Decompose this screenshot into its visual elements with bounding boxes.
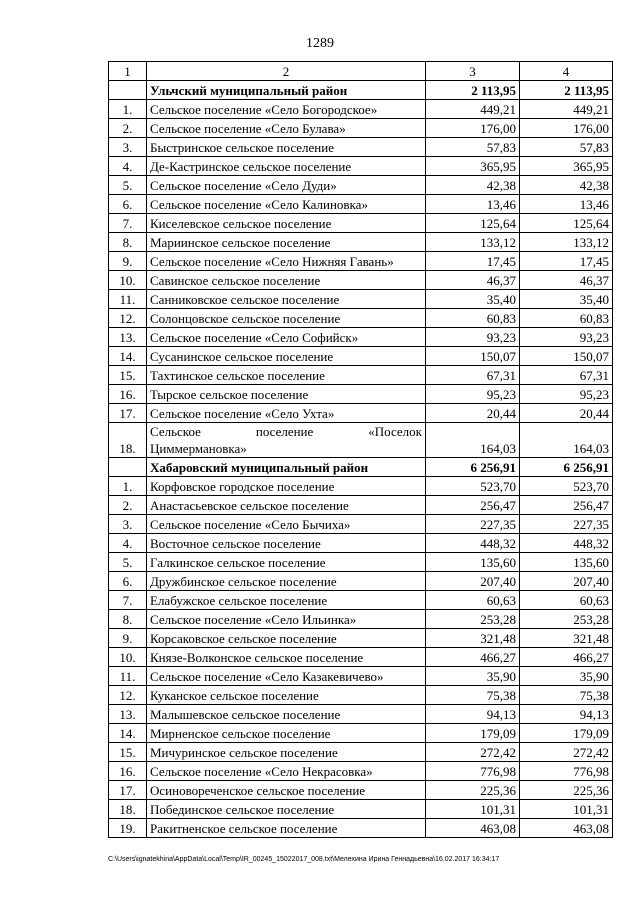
row-number: 5. [109,553,147,572]
settlement-name-line-2: Циммермановка» [150,441,247,456]
value-col-3: 207,40 [426,572,520,591]
row-number: 13. [109,328,147,347]
page-number: 1289 [306,36,334,51]
row-number: 1. [109,477,147,496]
table-header-row [109,62,613,81]
row-number: 15. [109,366,147,385]
district-name: Хабаровский муниципальный район [147,458,426,477]
value-col-4: 135,60 [520,553,613,572]
row-number: 9. [109,629,147,648]
row-number: 4. [109,534,147,553]
row-number: 12. [109,309,147,328]
table-row [109,781,613,800]
value-col-3: 225,36 [426,781,520,800]
value-col-3: 46,37 [426,271,520,290]
settlement-name: Мичуринское сельское поселение [147,743,426,762]
settlement-name: Сельское поселение «Село Ухта» [147,404,426,423]
row-number: 7. [109,591,147,610]
table-row [109,233,613,252]
district-value-3: 2 113,95 [426,81,520,100]
value-col-3: 449,21 [426,100,520,119]
value-col-3: 227,35 [426,515,520,534]
settlement-name: Побединское сельское поселение [147,800,426,819]
value-col-3: 93,23 [426,328,520,347]
value-col-4: 256,47 [520,496,613,515]
value-col-3: 164,03 [426,423,520,458]
settlement-name: Сельское поселение «Село Булава» [147,119,426,138]
settlement-name: Тахтинское сельское поселение [147,366,426,385]
settlement-name: Сельское поселение «Село Богородское» [147,100,426,119]
value-col-4: 253,28 [520,610,613,629]
value-col-4: 776,98 [520,762,613,781]
district-value-4: 2 113,95 [520,81,613,100]
table-row [109,648,613,667]
value-col-3: 253,28 [426,610,520,629]
district-row-ulchsky [109,81,613,100]
row-number: 9. [109,252,147,271]
value-col-4: 227,35 [520,515,613,534]
value-col-4: 176,00 [520,119,613,138]
row-number: 18. [109,800,147,819]
table-row [109,347,613,366]
value-col-3: 256,47 [426,496,520,515]
settlement-name: Сельское поселение «Село Ильинка» [147,610,426,629]
settlement-name: Сельское поселение «Село Нижняя Гавань» [147,252,426,271]
value-col-4: 207,40 [520,572,613,591]
table-row [109,477,613,496]
value-col-4: 179,09 [520,724,613,743]
settlement-name: Корсаковское сельское поселение [147,629,426,648]
value-col-4: 448,32 [520,534,613,553]
table-row [109,214,613,233]
value-col-3: 179,09 [426,724,520,743]
table-row [109,572,613,591]
table-row [109,404,613,423]
row-number: 3. [109,138,147,157]
table-row [109,423,613,458]
value-col-4: 272,42 [520,743,613,762]
table-row [109,195,613,214]
value-col-4: 13,46 [520,195,613,214]
row-number: 14. [109,347,147,366]
row-number: 7. [109,214,147,233]
settlement-name: Анастасьевское сельское поселение [147,496,426,515]
district-row-khabarovsky [109,458,613,477]
row-number: 4. [109,157,147,176]
settlement-name: Савинское сельское поселение [147,271,426,290]
table-row [109,271,613,290]
row-number: 10. [109,271,147,290]
value-col-3: 35,40 [426,290,520,309]
value-col-3: 101,31 [426,800,520,819]
value-col-4: 20,44 [520,404,613,423]
value-col-4: 466,27 [520,648,613,667]
table-row [109,366,613,385]
district-name: Ульчский муниципальный район [147,81,426,100]
settlement-name: Князе-Волконское сельское поселение [147,648,426,667]
settlement-name: Елабужское сельское поселение [147,591,426,610]
row-number: 2. [109,496,147,515]
settlement-name: Сельское поселение «Село Бычиха» [147,515,426,534]
value-col-4: 150,07 [520,347,613,366]
table-row [109,385,613,404]
value-col-4: 93,23 [520,328,613,347]
settlement-name: Сельское поселение «Село Софийск» [147,328,426,347]
header-col-1: 1 [109,62,147,81]
table-row [109,686,613,705]
value-col-4: 523,70 [520,477,613,496]
value-col-3: 60,83 [426,309,520,328]
value-col-4: 449,21 [520,100,613,119]
settlement-name: Ракитненское сельское поселение [147,819,426,838]
settlement-name: Де-Кастринское сельское поселение [147,157,426,176]
table-row [109,705,613,724]
value-col-4: 321,48 [520,629,613,648]
table-row [109,100,613,119]
value-col-3: 150,07 [426,347,520,366]
row-number: 11. [109,290,147,309]
table-row [109,743,613,762]
row-number: 13. [109,705,147,724]
value-col-4: 95,23 [520,385,613,404]
row-number: 6. [109,572,147,591]
header-col-4: 4 [520,62,613,81]
row-number: 19. [109,819,147,838]
settlement-name: Мирненское сельское поселение [147,724,426,743]
settlement-name: Сельское поселение «Село Калиновка» [147,195,426,214]
value-col-4: 133,12 [520,233,613,252]
table-row [109,610,613,629]
row-number: 11. [109,667,147,686]
value-col-4: 17,45 [520,252,613,271]
value-col-4: 94,13 [520,705,613,724]
value-col-3: 17,45 [426,252,520,271]
header-col-2: 2 [147,62,426,81]
settlement-name: Сельское поселение «Село Некрасовка» [147,762,426,781]
settlement-name-line-1: Сельское поселение «Поселок [150,424,422,439]
row-number: 16. [109,385,147,404]
settlement-name: Быстринское сельское поселение [147,138,426,157]
table-row [109,591,613,610]
value-col-3: 463,08 [426,819,520,838]
table-row [109,534,613,553]
settlement-name: Сельское поселение «Село Дуди» [147,176,426,195]
settlement-name: Дружбинское сельское поселение [147,572,426,591]
value-col-4: 225,36 [520,781,613,800]
table-row [109,496,613,515]
header-col-3: 3 [426,62,520,81]
row-number: 3. [109,515,147,534]
table-row [109,762,613,781]
value-col-3: 67,31 [426,366,520,385]
value-col-3: 57,83 [426,138,520,157]
table-row [109,309,613,328]
value-col-3: 35,90 [426,667,520,686]
row-number: 8. [109,610,147,629]
value-col-3: 466,27 [426,648,520,667]
row-number: 5. [109,176,147,195]
settlement-name: Восточное сельское поселение [147,534,426,553]
settlement-name: Мариинское сельское поселение [147,233,426,252]
settlement-name: Сельское поселение «Село Казакевичево» [147,667,426,686]
settlement-name: Киселевское сельское поселение [147,214,426,233]
value-col-3: 321,48 [426,629,520,648]
value-col-3: 365,95 [426,157,520,176]
value-col-3: 13,46 [426,195,520,214]
settlement-name: Осиновореченское сельское поселение [147,781,426,800]
settlement-name: Санниковское сельское поселение [147,290,426,309]
row-number: 1. [109,100,147,119]
value-col-3: 135,60 [426,553,520,572]
row-number: 12. [109,686,147,705]
table-row [109,629,613,648]
value-col-4: 57,83 [520,138,613,157]
row-number: 8. [109,233,147,252]
value-col-4: 42,38 [520,176,613,195]
settlement-name: Сусанинское сельское поселение [147,347,426,366]
row-number: 17. [109,404,147,423]
row-number: 6. [109,195,147,214]
allocation-table [108,61,613,838]
table-row [109,176,613,195]
value-col-3: 42,38 [426,176,520,195]
table-row [109,724,613,743]
row-number: 16. [109,762,147,781]
value-col-3: 125,64 [426,214,520,233]
value-col-3: 272,42 [426,743,520,762]
value-col-4: 46,37 [520,271,613,290]
value-col-3: 176,00 [426,119,520,138]
value-col-3: 133,12 [426,233,520,252]
row-number: 18. [109,423,147,458]
settlement-name: Тырское сельское поселение [147,385,426,404]
value-col-4: 164,03 [520,423,613,458]
value-col-3: 75,38 [426,686,520,705]
settlement-name: Корфовское городское поселение [147,477,426,496]
value-col-4: 67,31 [520,366,613,385]
value-col-4: 60,83 [520,309,613,328]
table-row [109,119,613,138]
row-number: 15. [109,743,147,762]
row-number: 10. [109,648,147,667]
value-col-4: 463,08 [520,819,613,838]
table-row [109,157,613,176]
settlement-name: Малышевское сельское поселение [147,705,426,724]
value-col-4: 75,38 [520,686,613,705]
district-value-3: 6 256,91 [426,458,520,477]
row-number: 2. [109,119,147,138]
district-value-4: 6 256,91 [520,458,613,477]
table-row [109,800,613,819]
row-number: 14. [109,724,147,743]
settlement-name: Куканское сельское поселение [147,686,426,705]
table-row [109,290,613,309]
settlement-name: Галкинское сельское поселение [147,553,426,572]
value-col-3: 776,98 [426,762,520,781]
table-row [109,515,613,534]
value-col-3: 95,23 [426,385,520,404]
value-col-3: 60,63 [426,591,520,610]
value-col-3: 20,44 [426,404,520,423]
value-col-4: 125,64 [520,214,613,233]
table-row [109,667,613,686]
file-path-footer: C:\Users\ignatekhina\AppData\Local\Temp\IR_00245_15022017_008.txt\Мелехина Ирина Геннадьевна\16.02.2017 16:34:17 [108,856,500,863]
value-col-4: 35,40 [520,290,613,309]
table-row [109,138,613,157]
table-row [109,328,613,347]
row-number: 17. [109,781,147,800]
table-row [109,553,613,572]
value-col-4: 60,63 [520,591,613,610]
table-row [109,252,613,271]
value-col-3: 94,13 [426,705,520,724]
value-col-4: 35,90 [520,667,613,686]
value-col-4: 365,95 [520,157,613,176]
value-col-4: 101,31 [520,800,613,819]
value-col-3: 523,70 [426,477,520,496]
value-col-3: 448,32 [426,534,520,553]
settlement-name [147,423,426,458]
table-row [109,819,613,838]
settlement-name: Солонцовское сельское поселение [147,309,426,328]
